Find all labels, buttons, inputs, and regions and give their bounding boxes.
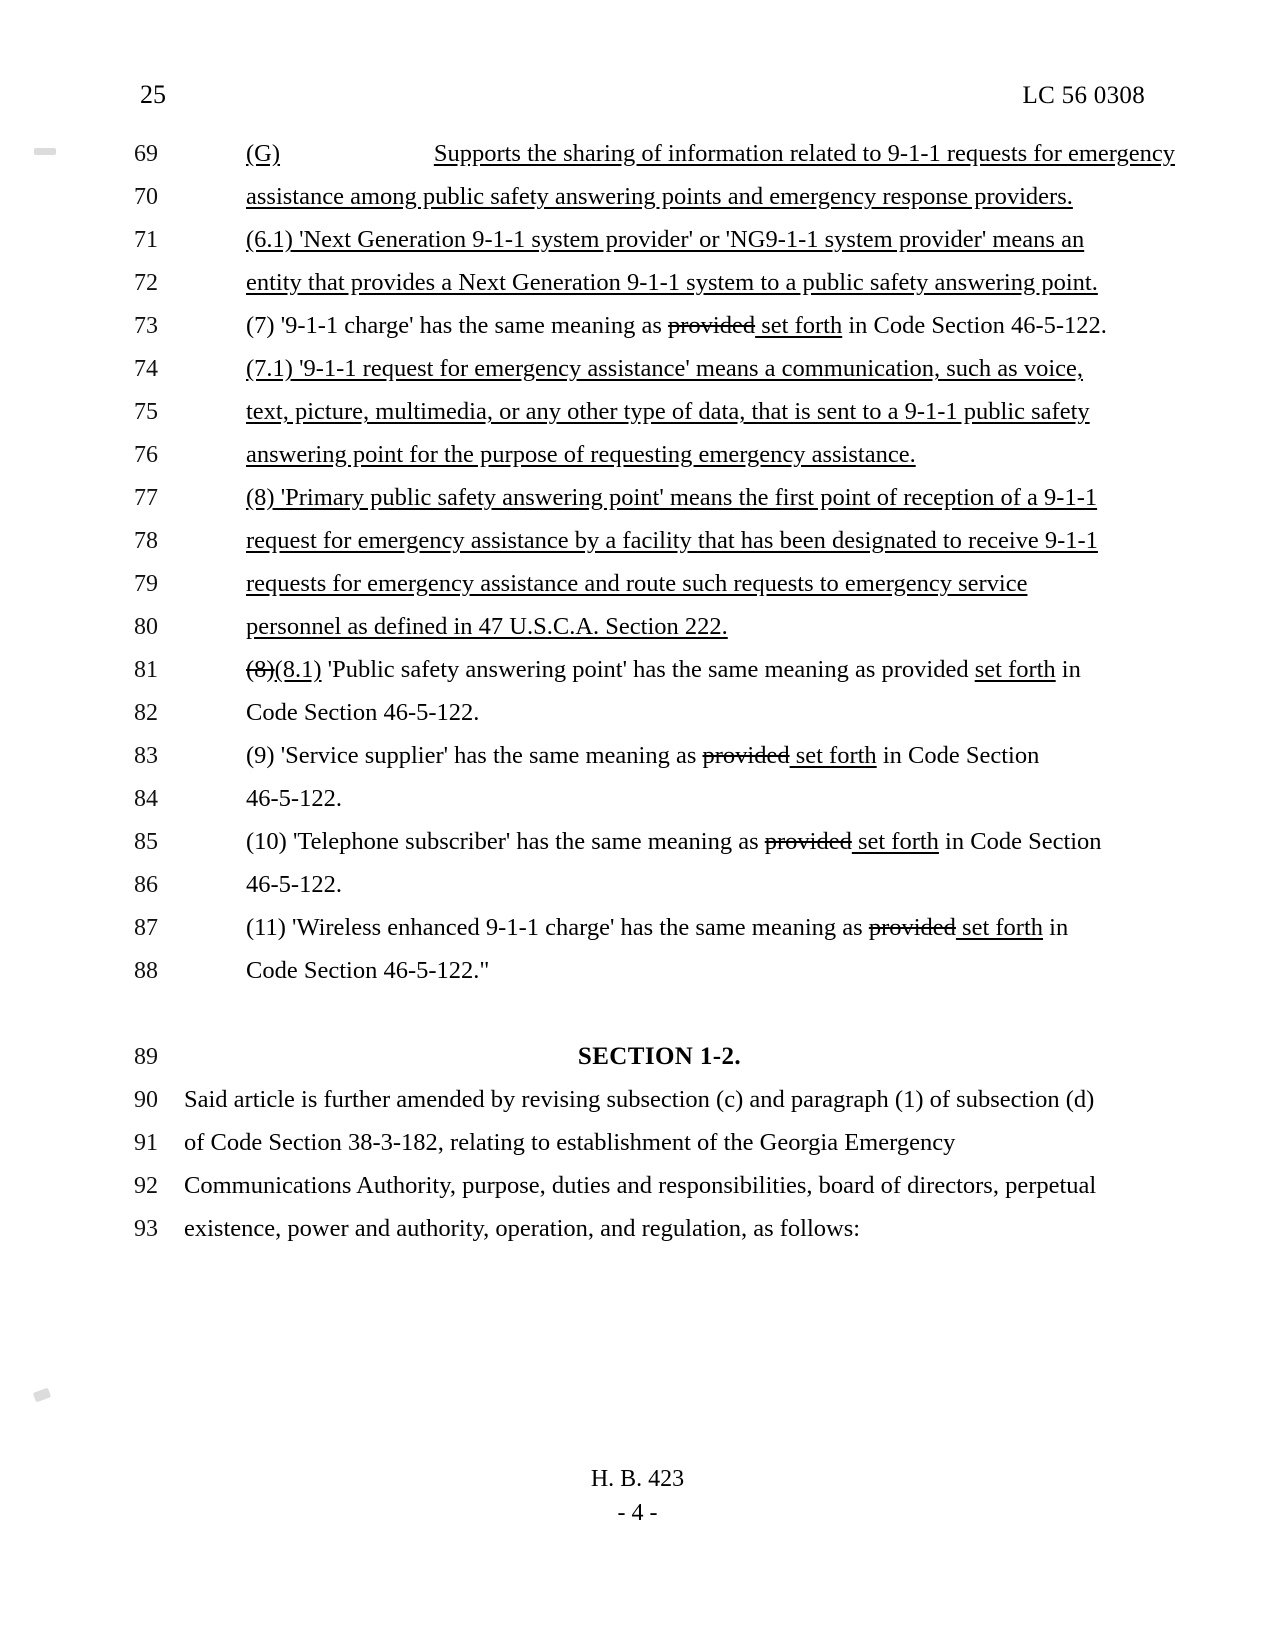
line-text	[184, 304, 1175, 347]
text-line	[100, 1164, 1175, 1207]
line-text: Said article is further amended by revising subsection (c) and paragraph (1) of subsection (d)	[184, 1086, 1095, 1113]
line-text	[184, 390, 1175, 433]
blank-line	[100, 992, 1175, 1035]
line-number: 88	[134, 958, 158, 984]
line-text	[184, 734, 1175, 777]
scan-artifact	[33, 1388, 51, 1403]
line-text: existence, power and authority, operation, and regulation, as follows:	[184, 1215, 861, 1242]
text-line	[100, 562, 1175, 605]
header-doc-code: LC 56 0308	[1022, 82, 1145, 109]
text-line	[100, 433, 1175, 476]
line-number: 90	[134, 1087, 158, 1113]
text-line	[100, 218, 1175, 261]
line-segment-inserted: (8.1)	[274, 656, 322, 683]
line-segment-inserted: set forth	[851, 828, 939, 855]
line-number: 85	[134, 829, 158, 855]
line-text	[184, 691, 1175, 734]
line-segment: text, picture, multimedia, or any other type of data, that is sent to a 9-1-1 public safety	[246, 398, 1090, 425]
numbered-lines	[100, 132, 1175, 1250]
line-text	[184, 433, 1175, 476]
section-heading-line	[100, 1035, 1175, 1078]
line-segment: requests for emergency assistance and route such requests to emergency service	[246, 570, 1028, 597]
line-text	[184, 820, 1175, 863]
text-line	[100, 261, 1175, 304]
line-segment-struck: provided	[764, 828, 852, 855]
text-line	[100, 519, 1175, 562]
page-header	[140, 80, 1145, 110]
line-segment: request for emergency assistance by a facility that has been designated to receive 9-1-1	[246, 527, 1098, 554]
line-number: 74	[134, 356, 158, 382]
line-text: of Code Section 38-3-182, relating to establishment of the Georgia Emergency	[184, 1129, 956, 1156]
line-number: 71	[134, 227, 158, 253]
line-text	[184, 949, 1175, 992]
line-segment-struck: provided	[668, 312, 756, 339]
line-number: 70	[134, 184, 158, 210]
text-line	[100, 734, 1175, 777]
line-segment: in	[1055, 656, 1081, 683]
section-heading: SECTION 1-2.	[577, 1043, 742, 1070]
line-number: 77	[134, 485, 158, 511]
line-segment: Code Section 46-5-122."	[246, 957, 490, 984]
text-line	[100, 648, 1175, 691]
line-segment: (11) 'Wireless enhanced 9-1-1 charge' has the same meaning as	[246, 914, 869, 941]
line-segment: (G)	[246, 140, 281, 167]
line-segment: (6.1) 'Next Generation 9-1-1 system provider' or 'NG9-1-1 system provider' means an	[246, 226, 1085, 253]
line-text	[184, 347, 1175, 390]
line-text	[184, 906, 1175, 949]
line-segment: in Code Section	[876, 742, 1040, 769]
text-line	[100, 390, 1175, 433]
line-text	[184, 562, 1175, 605]
line-text	[184, 777, 1175, 820]
line-segment: 'Public safety answering point' has the same meaning as provided	[321, 656, 975, 683]
line-text: Communications Authority, purpose, duties and responsibilities, board of directors, perpetual	[184, 1172, 1097, 1199]
line-segment-inserted: set forth	[755, 312, 843, 339]
line-segment-struck: (8)	[246, 656, 275, 683]
line-segment: (8) 'Primary public safety answering point' means the first point of reception of a 9-1-1	[246, 484, 1098, 511]
line-text	[184, 476, 1175, 519]
line-text	[184, 1035, 1175, 1078]
page-footer	[0, 1462, 1275, 1530]
line-segment-inserted: set forth	[955, 914, 1044, 941]
line-text	[184, 218, 1175, 261]
line-segment-inserted: set forth	[789, 742, 877, 769]
text-line	[100, 777, 1175, 820]
scan-artifact	[34, 148, 56, 155]
line-text	[184, 132, 1175, 175]
line-segment: Supports the sharing of information related to 9-1-1 requests for emergency	[433, 140, 1175, 167]
text-line	[100, 906, 1175, 949]
line-number: 86	[134, 872, 158, 898]
line-text	[184, 261, 1175, 304]
line-text	[184, 648, 1175, 691]
line-segment-struck: provided	[702, 742, 790, 769]
line-segment: answering point for the purpose of requesting emergency assistance.	[246, 441, 916, 468]
line-segment: 46-5-122.	[246, 785, 342, 812]
line-text	[184, 519, 1175, 562]
text-line	[100, 347, 1175, 390]
text-line	[100, 605, 1175, 648]
line-number: 89	[134, 1044, 158, 1070]
line-segment: (9) 'Service supplier' has the same meaning as	[246, 742, 703, 769]
text-line	[100, 820, 1175, 863]
text-line	[100, 1207, 1175, 1250]
line-number: 78	[134, 528, 158, 554]
line-segment: in	[1043, 914, 1069, 941]
line-segment: (7) '9-1-1 charge' has the same meaning as	[246, 312, 669, 339]
line-number: 82	[134, 700, 158, 726]
line-text	[184, 605, 1175, 648]
text-line	[100, 949, 1175, 992]
footer-page-label: - 4 -	[617, 1500, 658, 1526]
line-number: 87	[134, 915, 158, 941]
line-number: 80	[134, 614, 158, 640]
line-number: 93	[134, 1216, 158, 1242]
line-number: 79	[134, 571, 158, 597]
line-number: 92	[134, 1173, 158, 1199]
line-segment: entity that provides a Next Generation 9-1-1 system to a public safety answering point.	[246, 269, 1098, 296]
line-text	[184, 175, 1175, 218]
line-number: 91	[134, 1130, 158, 1156]
text-line	[100, 304, 1175, 347]
line-segment: (7.1) '9-1-1 request for emergency assistance' means a communication, such as voice,	[246, 355, 1084, 382]
line-number: 84	[134, 786, 158, 812]
line-segment: personnel as defined in 47 U.S.C.A. Section 222.	[246, 613, 728, 640]
line-segment-inserted: set forth	[974, 656, 1056, 683]
text-line	[100, 1078, 1175, 1121]
line-segment: assistance among public safety answering points and emergency response providers.	[246, 183, 1073, 210]
line-segment: in Code Section 46-5-122.	[842, 312, 1107, 339]
bill-number: H. B. 423	[590, 1466, 685, 1492]
line-number: 81	[134, 657, 158, 683]
line-number: 73	[134, 313, 158, 339]
text-line	[100, 175, 1175, 218]
line-number: 72	[134, 270, 158, 296]
line-number: 76	[134, 442, 158, 468]
header-page-number: 25	[140, 80, 166, 109]
line-segment: in Code Section	[938, 828, 1102, 855]
text-line	[100, 476, 1175, 519]
text-line	[100, 691, 1175, 734]
line-number: 75	[134, 399, 158, 425]
text-line	[100, 1121, 1175, 1164]
text-line	[100, 132, 1175, 175]
line-number: 69	[134, 141, 158, 167]
line-text	[184, 863, 1175, 906]
line-segment: 46-5-122.	[246, 871, 342, 898]
line-segment-struck: provided	[868, 914, 956, 941]
line-segment: (10) 'Telephone subscriber' has the same meaning as	[246, 828, 765, 855]
text-line	[100, 863, 1175, 906]
line-segment: Code Section 46-5-122.	[246, 699, 480, 726]
line-number: 83	[134, 743, 158, 769]
